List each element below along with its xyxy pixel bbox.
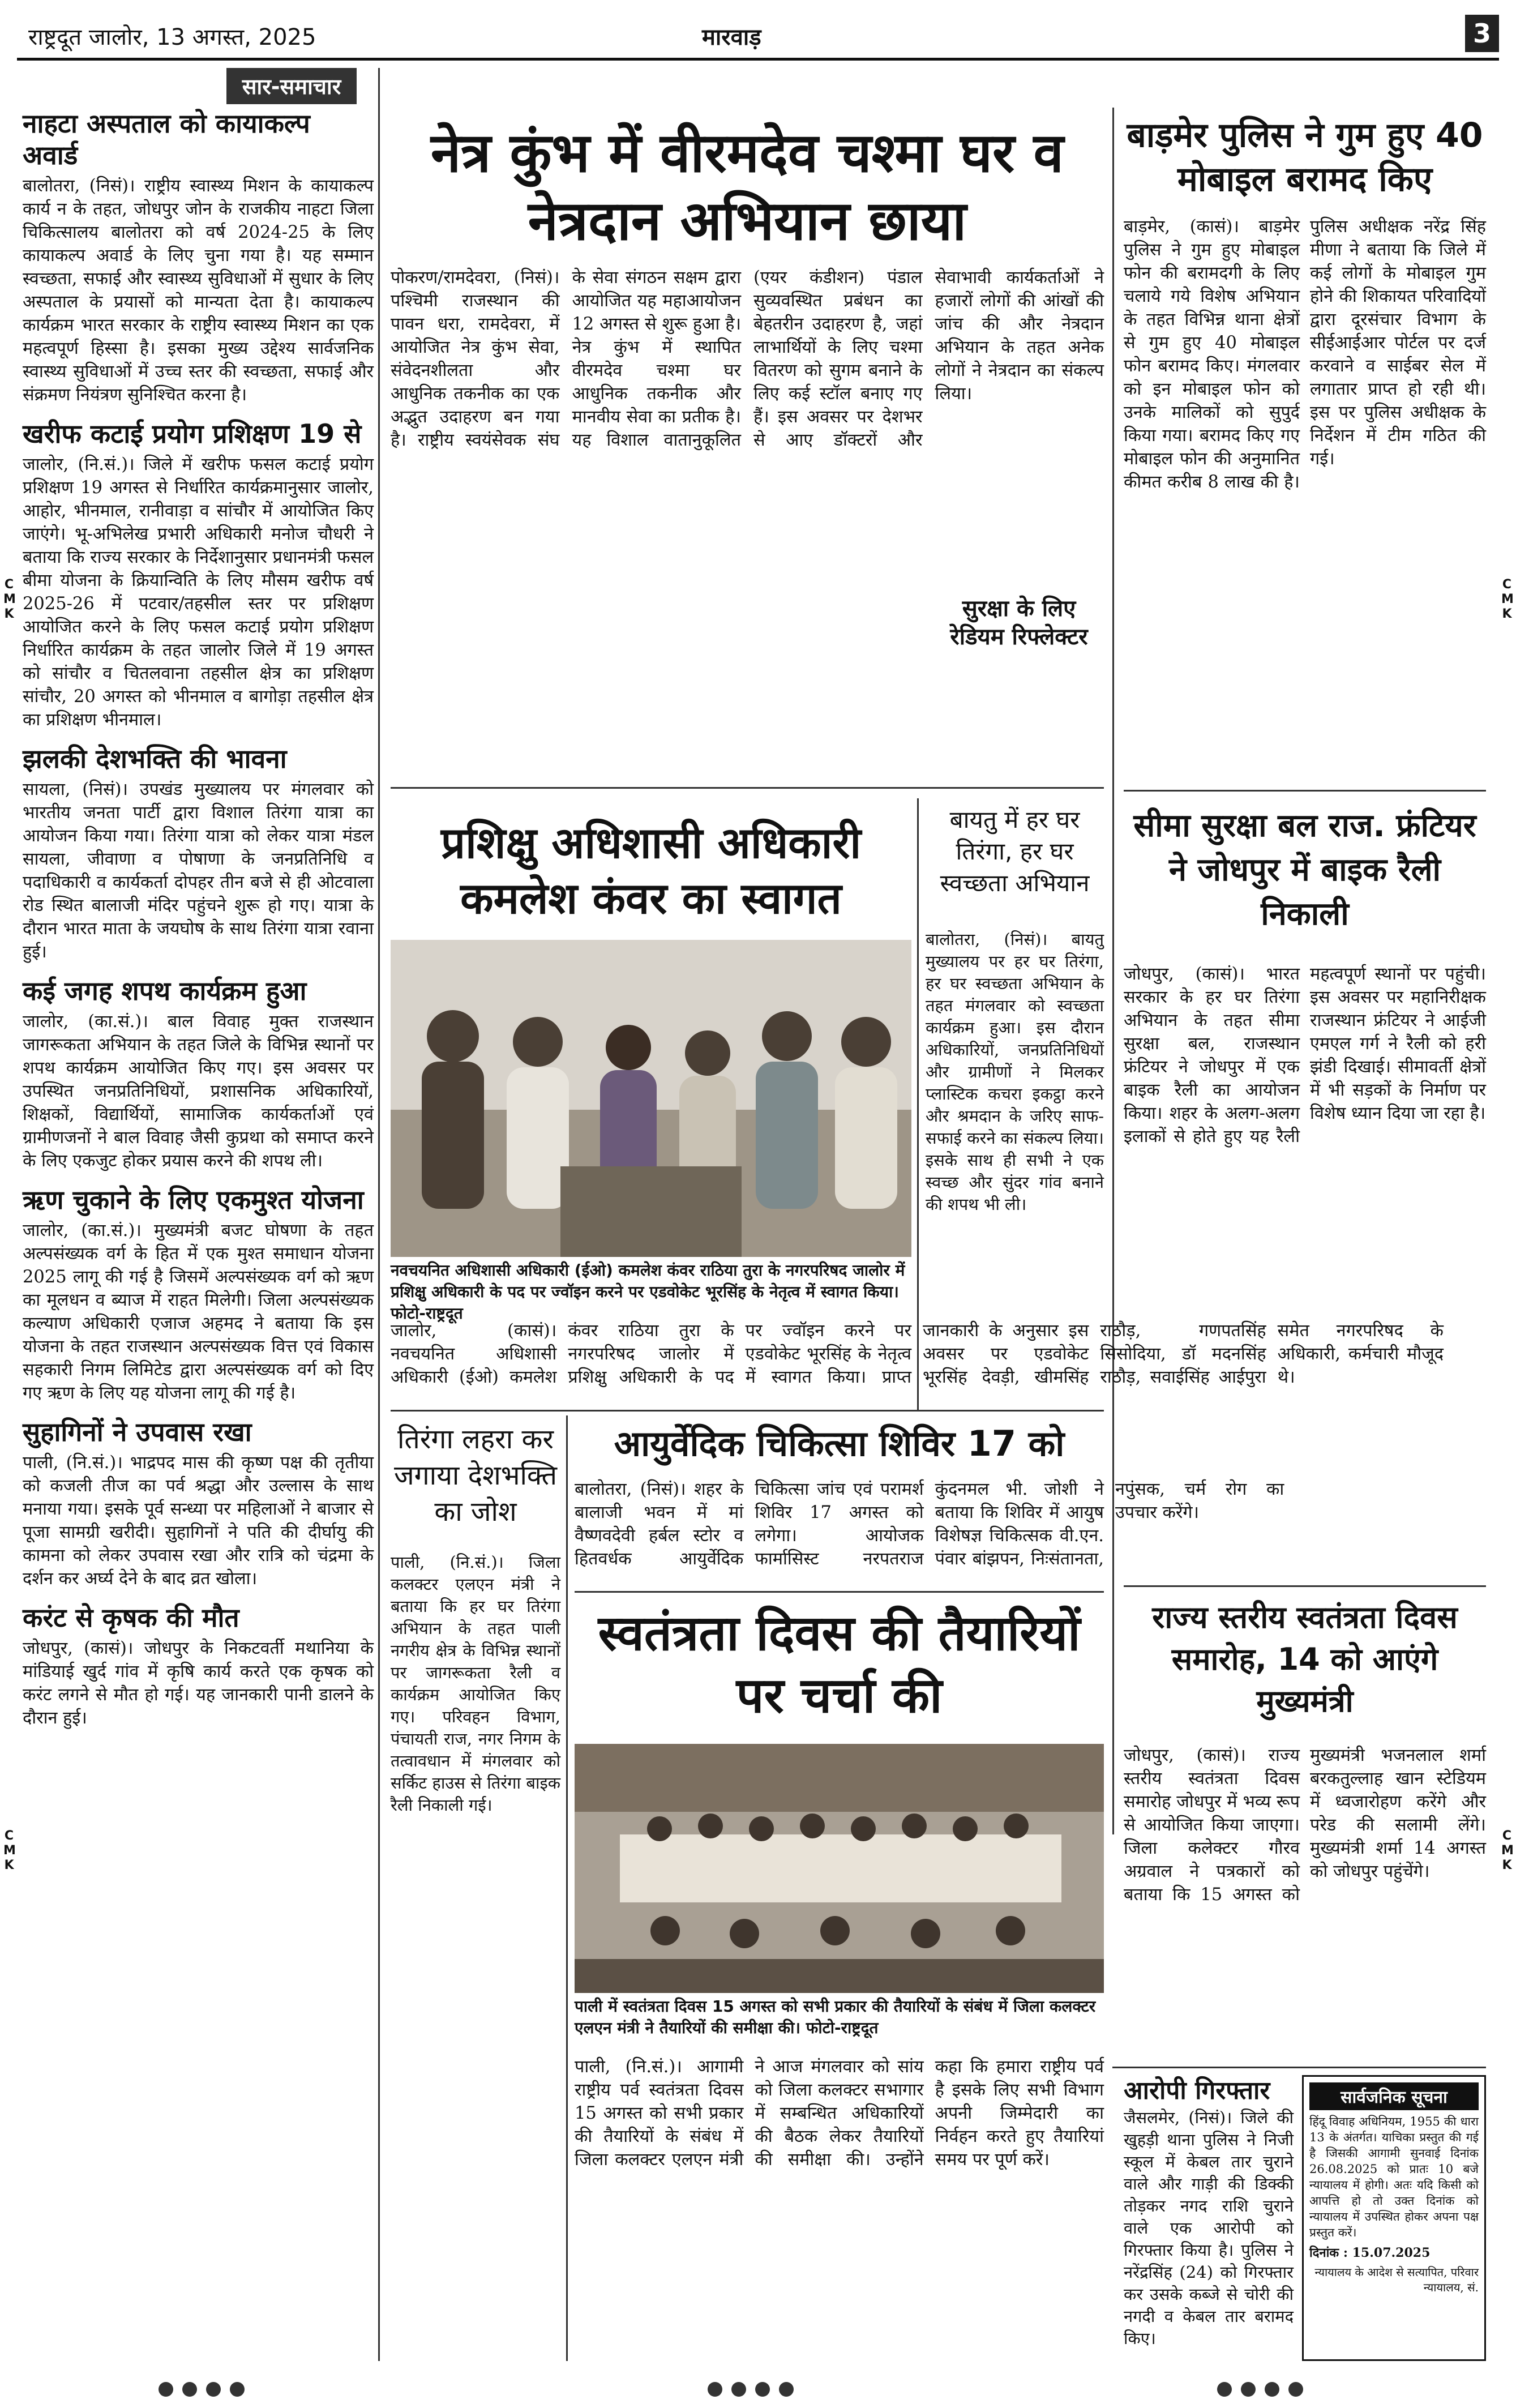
trainee-welcome-photo (391, 940, 911, 1257)
bsf-headline: सीमा सुरक्षा बल राज. फ्रंटियर ने जोधपुर में बाइक रैली निकाली (1133, 807, 1476, 933)
arrest-headline: आरोपी गिरफ्तार (1124, 2076, 1270, 2105)
sidebar-story-title: सुहागिनों ने उपवास रखा (23, 1417, 252, 1447)
public-notice-box (1302, 2075, 1486, 2361)
ayurveda-headline: आयुर्वेदिक चिकित्सा शिविर 17 को (614, 1423, 1065, 1464)
registration-dots (708, 2382, 794, 2397)
sidebar-label: सार-समाचार (226, 68, 357, 104)
sidebar-story-body: जोधपुर, (कासं)। जोधपुर के निकटवर्ती मथानिया के मांडियाई खुर्द गांव में कृषि कार्य करते एक कृषक को करंट लगने से मौत हो गई। यह जानकारी पानी डालने के दौरान हुई। (23, 1639, 374, 1728)
rajya-samaroh-headline: राज्य स्तरीय स्वतंत्रता दिवस समारोह, 14 को आएंगे मुख्यमंत्री (1152, 1599, 1458, 1719)
cmk-mark: C M K (3, 578, 16, 621)
sidebar-story-title: ऋण चुकाने के लिए एकमुश्त योजना (23, 1184, 364, 1215)
tiranga-lahra-headline: तिरंगा लहरा कर जगाया देशभक्ति का जोश (394, 1423, 557, 1528)
cmk-mark: C M K (1501, 1829, 1514, 1872)
sidebar-story-body: बालोतरा, (निसं)। राष्ट्रीय स्वास्थ्य मिशन के कायाकल्प कार्य न के तहत, जोधपुर जोन के राजकीय नाहटा जिला चिकित्सालय बालोतरा को वर्ष 2024-25 के लिए कायाकल्प अवार्ड के लिए चुना गया है। यह सम्मान स्वच्छता, सफाई और स्वास्थ्य सुविधाओं में सुधार के लिए अस्पताल के प्रयासों को मान्यता देता है। कायाकल्प कार्यक्रम भारत सरकार के राष्ट्रीय स्वास्थ्य मिशन का एक महत्वपूर्ण हिस्सा है। इसका मुख्य उद्देश्य सार्वजनिक स्वास्थ्य सुविधाओं में उच्च स्तर की स्वच्छता, सफाई और संक्रमण नियंत्रण सुनिश्चित करना है। (23, 176, 374, 405)
registration-dots (1217, 2382, 1303, 2397)
tiranga-lahra-text: पाली, (नि.सं.)। जिला कलक्टर एलएन मंत्री ने बताया कि हर घर तिरंगा अभियान के तहत पाली नगरीय क्षेत्र के विभिन्न स्थानों पर जागरूकता रैली व कार्यक्रम आयोजित किए गए। परिवहन विभाग, पंचायती राज, नगर निगम के तत्वावधान में मंगलवार को सर्किट हाउस से तिरंगा बाइक रैली निकाली गई। (391, 1552, 560, 1815)
sidebar-story-body: सायला, (निसं)। उपखंड मुख्यालय पर मंगलवार को भारतीय जनता पार्टी द्वारा विशाल तिरंगा यात्रा का आयोजन किया गया। तिरंगा यात्रा को लेकर यात्रा मंडल सायला, जीवाणा व पोषाणा के जनप्रतिनिधि व पदाधिकारी व कार्यकर्ता दोपहर तीन बजे से ही ओटवाला रोड स्थित बालाजी मंदिर पहुंचने शुरू हो गए। यात्रा के दौरान भारत माता के जयघोष के साथ तिरंगा यात्रा रवाना हुई। (23, 780, 374, 962)
tiranga-abhiyan-text: बालोतरा, (निसं)। बायतु मुख्यालय पर हर घर तिरंगा, हर घर स्वच्छता अभियान के तहत मंगलवार को स्वच्छता कार्यक्रम हुआ। इस दौरान अधिकारियों, जनप्रतिनिधियों और ग्रामीणों ने मिलकर प्लास्टिक कचरा इकट्ठा करने और श्रमदान के जरिए साफ-सफाई करने का संकल्प लिया। इसके साथ ही सभी ने एक स्वच्छ और सुंदर गांव बनाने की शपथ भी ली। (926, 930, 1104, 1214)
divider (391, 787, 1104, 789)
tiranga-lahra-body (391, 1551, 560, 2361)
column-divider (566, 1415, 568, 2361)
cmk-mark: C M K (1501, 578, 1514, 621)
public-notice-text: हिंदू विवाह अधिनियम, 1955 की धारा 13 के अंतर्गत। याचिका प्रस्तुत की गई है जिसकी आगामी सुनवाई दिनांक 26.08.2025 को प्रातः 10 बजे न्यायालय में होगी। अतः यदि किसी को आपत्ति हो तो उक्त दिनांक को न्यायालय में उपस्थित होकर अपना पक्ष प्रस्तुत करें। (1309, 2115, 1479, 2239)
ayurveda-body (575, 1478, 1284, 1585)
main-headline: नेत्र कुंभ में वीरमदेव चश्मा घर व नेत्रदान अभियान छाया (430, 121, 1064, 253)
swatantrata-text: पाली, (नि.सं.)। आगामी राष्ट्रीय पर्व स्वतंत्रता दिवस 15 अगस्त को सभी प्रकार की तैयारियों के संबंध में जिला कलक्टर एलएन मंत्री ने आज मंगलवार को सांय को जिला कलक्टर सभागार में सम्बन्धित अधिकारियों की बैठक लेकर तैयारियों की समीक्षा की। उन्होंने कहा कि हमारा राष्ट्रीय पर्व है इसके लिए सभी विभाग अपनी जिम्मेदारी का निर्वहन करते हुए तैयारियां समय पर पूर्ण करें। (575, 2057, 1104, 2170)
divider (1112, 2067, 1486, 2068)
sidebar-story-body: जालोर, (का.सं.)। बाल विवाह मुक्त राजस्थान जागरूकता अभियान के तहत जिले के विभिन्न स्थानों पर शपथ कार्यक्रम आयोजित किए गए। इस अवसर पर उपस्थित जनप्रतिनिधियों, प्रशासनिक अधिकारियों, शिक्षकों, विद्यार्थियों, सामाजिक कार्यकर्ताओं एवं ग्रामीणजनों ने बाल विवाह जैसी कुप्रथा को समाप्त करने के लिए एकजुट होकर प्रयास करने की शपथ ली। (23, 1012, 374, 1171)
main-story-text: पोकरण/रामदेवरा, (निसं)। पश्चिमी राजस्थान की पावन धरा, रामदेवरा, में आयोजित नेत्र कुंभ सेवा, संवेदनशीलता और आधुनिक तकनीक का एक अद्भुत उदाहरण बन गया है। राष्ट्रीय स्वयंसेवक संघ के सेवा संगठन सक्षम द्वारा आयोजित यह महाआयोजन 12 अगस्त से शुरू हुआ है। नेत्र कुंभ में स्थापित वीरमदेव चश्मा घर आधुनिक तकनीक और मानवीय सेवा का प्रतीक है। यह विशाल वातानुकूलित (एयर कंडीशन) पंडाल सुव्यवस्थित प्रबंधन का बेहतरीन उदाहरण है, जहां लाभार्थियों के लिए चश्मा वितरण को सुगम बनाने के लिए कई स्टॉल बनाए गए हैं। इस अवसर पर देशभर से आए डॉक्टरों और सेवाभावी कार्यकर्ताओं ने हजारों लोगों की आंखों की जांच की और नेत्रदान अभियान के तहत अनेक लोगों ने नेत्रदान का संकल्प लिया। (391, 268, 1104, 450)
sidebar-story-title: झलकी देशभक्ति की भावना (23, 743, 287, 774)
barmer-headline: बाड़मेर पुलिस ने गुम हुए 40 मोबाइल बरामद किए (1127, 116, 1483, 199)
public-notice-headline: सार्वजनिक सूचना (1309, 2082, 1479, 2110)
trainee-headline: प्रशिक्षु अधिशासी अधिकारी कमलेश कंवर का स्वागत (440, 818, 862, 923)
safety-headline: सुरक्षा के लिए रेडियम रिफ्लेक्टर (950, 596, 1088, 650)
bsf-text: जोधपुर, (कासं)। भारत सरकार के हर घर तिरंगा अभियान के तहत सीमा सुरक्षा बल, राजस्थान फ्रंटियर ने जोधपुर में एक बाइक रैली का आयोजन किया। शहर के अलग-अलग इलाकों से होते हुए यह रैली महत्वपूर्ण स्थानों पर पहुंची। इस अवसर पर महानिरीक्षक राजस्थान फ्रंटियर ने आईजी एमएल गर्ग ने रैली को हरी झंडी दिखाई। सीमावर्ती क्षेत्रों में भी सड़कों के निर्माण पर विशेष ध्यान दिया जा रहा है। (1124, 964, 1486, 1147)
sidebar-story-title: नाहटा अस्पताल को कायाकल्प अवार्ड (23, 108, 310, 170)
meeting-photo-caption: पाली में स्वतंत्रता दिवस 15 अगस्त को सभी प्रकार की तैयारियों के संबंध में जिला कलक्टर एलएन मंत्री ने तैयारियों की समीक्षा की। फोटो-राष्ट्रदूत (575, 1997, 1096, 2037)
ayurveda-text: बालोतरा, (निसं)। शहर के बालाजी भवन में मां वैष्णवदेवी हर्बल स्टोर व हितवर्धक आयुर्वेदिक चिकित्सा जांच एवं परामर्श शिविर 17 अगस्त को लगेगा। आयोजक फार्मासिस्ट नरपतराज कुंदनमल भी. जोशी ने बताया कि शिविर में आयुष विशेषज्ञ चिकित्सक वी.एन. पंवार बांझपन, निःसंतानता, नपुंसक, चर्म रोग का उपचार करेंगे। (575, 1479, 1284, 1569)
divider (575, 1591, 1104, 1593)
registration-dots (159, 2382, 245, 2397)
swatantrata-body (575, 2055, 1104, 2361)
trainee-photo-caption: नवचयनित अधिशासी अधिकारी (ईओ) कमलेश कंवर राठिया तुरा के नगरपरिषद जालोर में प्रशिक्षु अधिकारी के पद पर ज्वॉइन करने पर एडवोकेट भूरसिंह के नेतृत्व में स्वागत किया। फोटो-राष्ट्रदूत (391, 1261, 905, 1323)
sidebar-story-body: जालोर, (नि.सं.)। जिले में खरीफ फसल कटाई प्रयोग प्रशिक्षण 19 अगस्त से निर्धारित कार्यक्रमानुसार जालोर, आहोर, भीनमाल, रानीवाड़ा व सांचौर में आयोजित किए जाएंगे। भू-अभिलेख प्रभारी अधिकारी मनोज चौधरी ने बताया कि राज्य सरकार के निर्देशानुसार प्रधानमंत्री फसल बीमा योजना के क्रियान्विति के लिए मौसम खरीफ वर्ष 2025-26 में पटवार/तहसील स्तर पर प्रशिक्षण आयोजित करने के लिए फसल कटाई प्रयोग प्रशिक्षण निर्धारित कार्यक्रम के तहत जालोर जिले में 19 अगस्त को सांचौर व चितलवाना तहसील क्षेत्र का प्रशिक्षण सांचौर, 20 अगस्त को भीनमाल व बागोड़ा तहसील क्षेत्र का प्रशिक्षण भीनमाल। (23, 455, 374, 730)
safety-story (934, 594, 1104, 787)
barmer-body (1124, 215, 1486, 787)
sidebar-story-body: पाली, (नि.सं.)। भाद्रपद मास की कृष्ण पक्ष की तृतीया को कजली तीज का पर्व श्रद्धा और उल्लास के साथ मनाया गया। इसके पूर्व सन्ध्या पर महिलाओं ने बाजार से पूजा सामग्री खरीदी। सुहागिनों ने पति की दीर्घायु की कामना को लेकर उपवास रखा और रात्रि को चंद्रमा के दर्शन कर अर्घ्य देने के बाद व्रत खोला। (23, 1453, 374, 1589)
column-divider (917, 798, 919, 1410)
rajya-samaroh-text: जोधपुर, (कासं)। राज्य स्तरीय स्वतंत्रता दिवस समारोह जोधपुर में भव्य रूप से आयोजित किया जाएगा। जिला कलेक्टर गौरव अग्रवाल ने पत्रकारों को बताया कि 15 अगस्त को मुख्यमंत्री भजनलाल शर्मा बरकतुल्लाह खान स्टेडियम में ध्वजारोहण करेंगे और परेड की सलामी लेंगे। मुख्यमंत्री शर्मा 14 अगस्त को जोधपुर पहुंचेंगे। (1124, 1746, 1486, 1905)
trainee-body (391, 1319, 1444, 1404)
tiranga-abhiyan-body (926, 929, 1104, 1404)
column-divider (378, 68, 380, 2361)
section-name: मारवाड़ (702, 24, 761, 50)
cmk-mark: C M K (3, 1829, 16, 1872)
divider (391, 1410, 1104, 1412)
arrest-story (1124, 2075, 1294, 2361)
issue-date: राष्ट्रदूत जालोर, 13 अगस्त, 2025 (28, 24, 316, 50)
arrest-text: जैसलमेर, (निसं)। जिले की खुहड़ी थाना पुलिस ने निजी स्कूल में केबल तार चुराने वाले और गाड़ी की डिक्की तोड़कर नगद राशि चुराने वाले एक आरोपी को गिरफ्तार किया है। पुलिस ने नरेंद्रसिंह (24) को गिरफ्तार कर उसके कब्जे से चोरी की नगदी व केबल तार बरामद किए। (1124, 2108, 1294, 2348)
sidebar-story-title: करंट से कृषक की मौत (23, 1602, 239, 1633)
rajya-samaroh-body (1124, 1744, 1486, 2061)
meeting-photo-illustration (575, 1744, 1104, 1993)
divider (1124, 790, 1486, 792)
divider (1124, 1585, 1486, 1587)
sidebar-story-title: खरीफ कटाई प्रयोग प्रशिक्षण 19 से (23, 418, 362, 449)
page-header (17, 12, 1499, 61)
public-notice-signature: न्यायालय के आदेश से सत्यापित, परिवार न्यायालय, सं. (1314, 2265, 1479, 2294)
meeting-photo (575, 1744, 1104, 1993)
barmer-text: बाड़मेर, (कासं)। बाड़मेर पुलिस ने गुम हुए मोबाइल फोन की बरामदगी के लिए चलाये गये विशेष अभियान के तहत विभिन्न थाना क्षेत्रों से गुम हुए 40 मोबाइल फोन बरामद किए। मंगलवार को इन मोबाइल फोन को उनके मालिकों को सुपुर्द किया गया। बरामद किए गए मोबाइल फोन की अनुमानित कीमत करीब 8 लाख की है। पुलिस अधीक्षक नरेंद्र सिंह मीणा ने बताया कि जिले में कई लोगों के मोबाइल गुम होने की शिकायत परिवादियों द्वारा दूरसंचार विभाग के सीईआईआर पोर्टल पर दर्ज करवाने व साईबर सेल में लगातार प्राप्त हो रही थी। इस पर पुलिस अधीक्षक के निर्देशन में टीम गठित की गई। (1124, 217, 1486, 492)
page-number: 3 (1465, 15, 1499, 52)
sidebar-column (23, 68, 374, 2361)
swatantrata-headline: स्वतंत्रता दिवस की तैयारियों पर चर्चा की (598, 1605, 1081, 1724)
tiranga-abhiyan-headline: बायतु में हर घर तिरंगा, हर घर स्वच्छता अभियान (940, 806, 1090, 897)
column-divider (1112, 108, 1114, 1834)
sidebar-story-body: जालोर, (का.सं.)। मुख्यमंत्री बजट घोषणा के तहत अल्पसंख्यक वर्ग के हित में एक मुश्त समाधान योजना 2025 लागू की गई है जिसमें अल्पसंख्यक वर्ग को ऋण का मूलधन व ब्याज में राहत मिलेगी। जिला अल्पसंख्यक कल्याण अधिकारी एजाज अहमद ने बताया कि इस योजना के तहत राजस्थान अल्पसंख्यक वित्त एवं विकास सहकारी निगम लिमिटेड द्वारा अल्पसंख्यक वर्ग को दिए गए ऋण के लिए यह योजना लागू की गई है। (23, 1221, 374, 1403)
group-photo-illustration (391, 940, 911, 1257)
public-notice-date: दिनांक : 15.07.2025 (1309, 2246, 1431, 2260)
sidebar-story-title: कई जगह शपथ कार्यक्रम हुआ (23, 976, 307, 1006)
trainee-text: जालोर, (कासं)। नवचयनित अधिशासी अधिकारी (ईओ) कमलेश कंवर राठिया तुरा के नगरपरिषद जालोर में प्रशिक्षु अधिकारी के पद पर ज्वॉइन करने पर एडवोकेट भूरसिंह के नेतृत्व में स्वागत किया। प्राप्त जानकारी के अनुसार इस अवसर पर एडवोकेट भूरसिंह देवड़ी, खीमसिंह राठौड़, गणपतसिंह सिसोदिया, डॉ मदनसिंह राठौड़, सवाईसिंह आईपुरा समेत नगरपरिषद के अधिकारी, कर्मचारी मौजूद थे। (391, 1321, 1444, 1387)
